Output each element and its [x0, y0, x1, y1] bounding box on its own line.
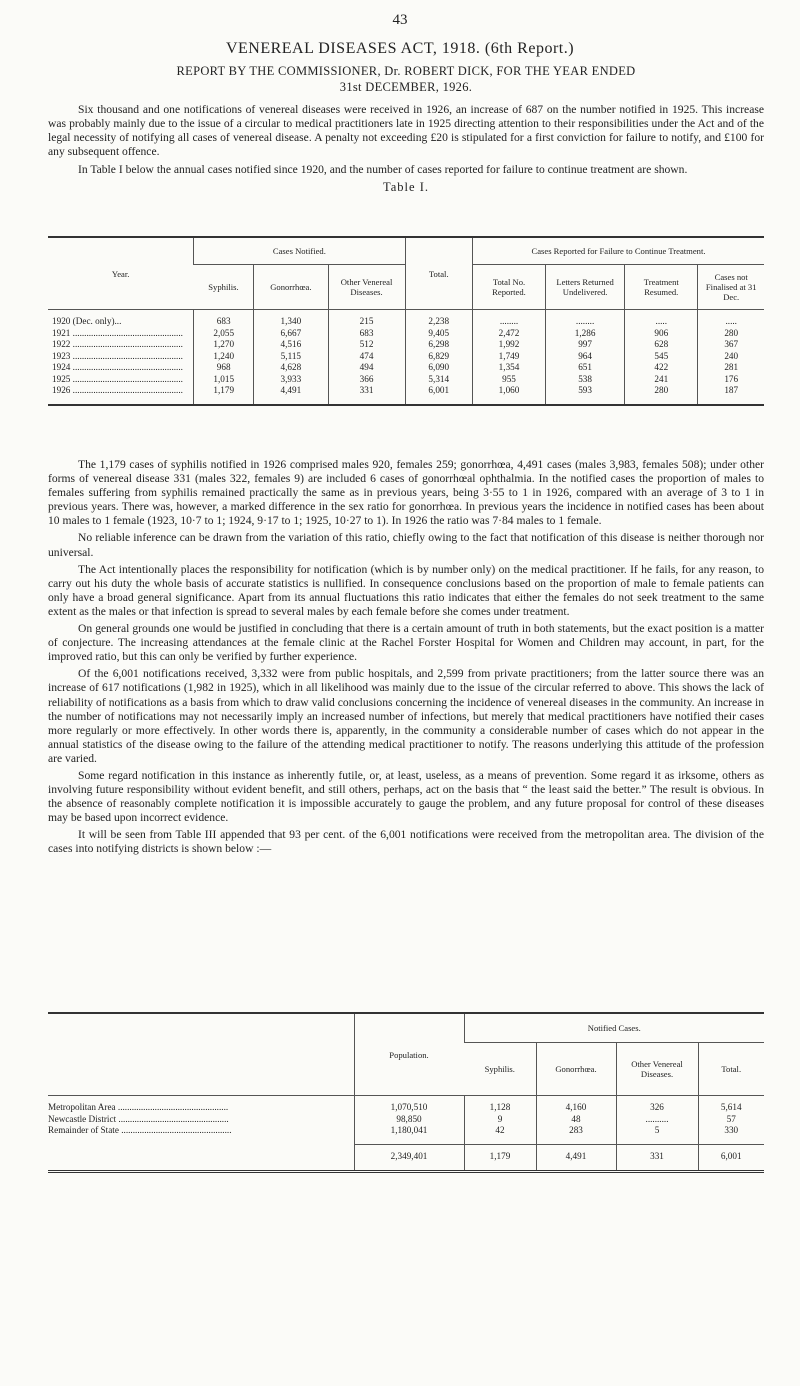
- other-cell: 366: [328, 374, 405, 386]
- syphilis-cell: 968: [194, 362, 254, 374]
- syphilis-cell: 9: [464, 1114, 536, 1126]
- resumed-cell: 241: [625, 374, 698, 386]
- resumed-cell: 280: [625, 385, 698, 405]
- letters-cell: 593: [546, 385, 625, 405]
- year-cell: 1925 .....: [48, 374, 194, 386]
- not-finalised-cell: 240: [698, 351, 764, 363]
- syphilis-cell: 1,128: [464, 1096, 536, 1114]
- col-not-finalised-header: Cases not Finalised at 31 Dec.: [698, 265, 764, 310]
- table-row: [48, 362, 764, 374]
- total-cell: 5,314: [405, 374, 472, 386]
- intro-paragraph: Six thousand and one notifications of venereal diseases were received in 1926, an increase of 687 on the number notified in 1925. This increase was probably mainly due to the issue of a circular to medical practitioners late in 1925 directing attention to their responsibilities under the Act and of the legal necessity of notifying all cases of venereal disease. A penalty not exceeding £20 is stipulated for a first conviction for failure to notify, and £100 for any subsequent offence.: [48, 103, 764, 159]
- grand-total-cell: 6,001: [698, 1144, 764, 1172]
- resumed-cell: 628: [625, 339, 698, 351]
- letters-cell: 651: [546, 362, 625, 374]
- cases-reported-header: Cases Reported for Failure to Continue Treatment.: [472, 237, 764, 265]
- intro-section: [48, 103, 764, 195]
- reported-cell: 955: [472, 374, 545, 386]
- gonorrhoea-cell: 4,160: [536, 1096, 616, 1114]
- total-cell: 330: [698, 1125, 764, 1144]
- total-cell: 6,001: [405, 385, 472, 405]
- gonorrhoea-cell: 4,491: [254, 385, 328, 405]
- body-paragraph: Some regard notification in this instance as inherently futile, or, at least, useless, as a means of prevention. Some regard it as irksome, others as involving future responsibility without evident benefit, and still others, perhaps, act on the basis that “ the least said the better.” The result is obvious. In the absence of reasonably complete notification it is impossible accurately to gauge the problem, and any future proposal for control of these diseases may be based upon incorrect evidence.: [48, 768, 764, 825]
- total-cell: 5,614: [698, 1096, 764, 1114]
- table-row: [48, 351, 764, 363]
- resumed-cell: 906: [625, 328, 698, 340]
- table-row: [48, 1125, 764, 1144]
- table1: [48, 236, 764, 406]
- report-subtitle: [48, 63, 764, 95]
- year-cell: 1926 .....: [48, 385, 194, 405]
- totals-row: [48, 1144, 764, 1172]
- other-cell: ..........: [616, 1114, 698, 1126]
- col-syphilis-header: Syphilis.: [194, 265, 254, 310]
- not-finalised-cell: .....: [698, 310, 764, 328]
- col-population-header: Population.: [354, 1013, 464, 1096]
- letters-cell: 964: [546, 351, 625, 363]
- population-cell: 1,070,510: [354, 1096, 464, 1114]
- total-cell: 2,238: [405, 310, 472, 328]
- year-cell: 1922 .....: [48, 339, 194, 351]
- col-other-header: Other Venereal Diseases.: [616, 1043, 698, 1096]
- table3: [48, 1012, 764, 1173]
- col-letters-header: Letters Returned Undelivered.: [546, 265, 625, 310]
- not-finalised-cell: 187: [698, 385, 764, 405]
- other-cell: 326: [616, 1096, 698, 1114]
- body-paragraph: The 1,179 cases of syphilis notified in 1926 comprised males 920, females 259; gonorrhœa, 4,491 cases (males 3,983, females 508); under other forms of venereal disease 331 (males 322, females 9) are included 6 cases of gonorrhœal ophthalmia. In the notified cases the proportion of males to females suffering from syphilis remained practically the same as in previous years, being 3·55 to 1 in 1926, compared with an average of 3 to 1 in previous years. There was, however, a marked difference in the sex ratio for gonorrhœa. In previous years the incidence in notified cases has been about 10 males to 1 female (1923, 10·7 to 1; 1924, 9·17 to 1; 1925, 10·27 to 1). In 1926 the ratio was 7·84 males to 1 female.: [48, 458, 764, 528]
- col-gonorrhoea-header: Gonorrhœa.: [254, 265, 328, 310]
- not-finalised-cell: 281: [698, 362, 764, 374]
- area-cell: Remainder of State .....: [48, 1125, 354, 1144]
- table-row: [48, 385, 764, 405]
- table-row: [48, 1096, 764, 1114]
- col-syphilis-header: Syphilis.: [464, 1043, 536, 1096]
- area-cell: Newcastle District .....: [48, 1114, 354, 1126]
- area-cell: Metropolitan Area .....: [48, 1096, 354, 1114]
- gonorrhoea-cell: 283: [536, 1125, 616, 1144]
- letters-cell: 538: [546, 374, 625, 386]
- body-paragraph: On general grounds one would be justified in concluding that there is a certain amount of truth in both statements, but the exact position is a matter of conjecture. The increasing attendances at the female clinic at the Rachel Forster Hospital for Women and Children may account, in part, for the improved ratio, but this can only be verified by further experience.: [48, 622, 764, 664]
- other-cell: 683: [328, 328, 405, 340]
- body-paragraph: Of the 6,001 notifications received, 3,332 were from public hospitals, and 2,599 from private practitioners; from the latter source there was an increase of 617 notifications (1,982 in 1925), which in all likelihood was mainly due to the issue of the circular referred to above. This shows the lack of reliability of notifications as a basis from which to draw valid conclusions concerning the incidence of venereal diseases in the community. An increase in the number of notifications may not necessarily imply an increased number of infections, but merely that medical practitioners have notified their cases more regularly or more effectively. In other words there is, apparently, in the community a considerable number of cases which do not appear in the annual statistics of the disease owing to the failure of the attending medical practitioner to notify. The reasons underlying this attitude of the profession are varied.: [48, 667, 764, 765]
- gonorrhoea-cell: 1,340: [254, 310, 328, 328]
- resumed-cell: .....: [625, 310, 698, 328]
- total-cell: 9,405: [405, 328, 472, 340]
- table-row: [48, 310, 764, 328]
- gonorrhoea-cell: 3,933: [254, 374, 328, 386]
- not-finalised-cell: 176: [698, 374, 764, 386]
- col-year-header: Year.: [48, 237, 194, 310]
- table1-caption: Table I.: [383, 180, 429, 195]
- population-cell: 1,180,041: [354, 1125, 464, 1144]
- total-cell: 6,829: [405, 351, 472, 363]
- report-title: VENEREAL DISEASES ACT, 1918. (6th Report.): [225, 40, 575, 57]
- population-total-cell: 2,349,401: [354, 1144, 464, 1172]
- col-gonorrhoea-header: Gonorrhœa.: [536, 1043, 616, 1096]
- syphilis-cell: 683: [194, 310, 254, 328]
- body-section: [48, 458, 764, 857]
- gonorrhoea-cell: 6,667: [254, 328, 328, 340]
- year-cell: 1920 (Dec. only)...: [52, 316, 122, 326]
- letters-cell: ........: [546, 310, 625, 328]
- gonorrhoea-cell: 4,516: [254, 339, 328, 351]
- area-header-blank: [48, 1013, 354, 1096]
- gonorrhoea-total-cell: 4,491: [536, 1144, 616, 1172]
- resumed-cell: 545: [625, 351, 698, 363]
- gonorrhoea-cell: 4,628: [254, 362, 328, 374]
- body-paragraph: No reliable inference can be drawn from the variation of this ratio, chiefly owing to the fact that notification of this disease is neither thorough nor universal.: [48, 531, 764, 559]
- subtitle-line-2: 31st DECEMBER, 1926.: [339, 80, 473, 94]
- other-total-cell: 331: [616, 1144, 698, 1172]
- syphilis-cell: 1,240: [194, 351, 254, 363]
- other-cell: 474: [328, 351, 405, 363]
- reported-cell: 1,354: [472, 362, 545, 374]
- total-cell: 6,298: [405, 339, 472, 351]
- reported-cell: 2,472: [472, 328, 545, 340]
- population-cell: 98,850: [354, 1114, 464, 1126]
- body-paragraph: The Act intentionally places the responsibility for notification (which is by number only) on the medical practitioner. If he fails, for any reason, to carry out his duty the whole basis of accurate statistics is nullified. In consequence conclusions based on the proportion of male to female patients can only have a broad general significance. Apart from its annual fluctuations this ratio indicates that either the females do not seek treatment to the same extent as the males or that infection is spread to several males by each female before she comes under treatment.: [48, 562, 764, 618]
- other-cell: 512: [328, 339, 405, 351]
- table3-container: [48, 1012, 764, 1173]
- total-cell: 57: [698, 1114, 764, 1126]
- body-paragraph: It will be seen from Table III appended that 93 per cent. of the 6,001 notifications were received from the metropolitan area. The division of the cases into notifying districts is shown below :—: [48, 828, 764, 856]
- totals-label-blank: [48, 1144, 354, 1172]
- letters-cell: 997: [546, 339, 625, 351]
- other-cell: 494: [328, 362, 405, 374]
- syphilis-cell: 42: [464, 1125, 536, 1144]
- col-total-reported-header: Total No. Reported.: [472, 265, 545, 310]
- not-finalised-cell: 367: [698, 339, 764, 351]
- table1-container: [48, 236, 764, 406]
- reported-cell: ........: [472, 310, 545, 328]
- table-row: [48, 339, 764, 351]
- other-cell: 331: [328, 385, 405, 405]
- total-cell: 6,090: [405, 362, 472, 374]
- col-resumed-header: Treatment Resumed.: [625, 265, 698, 310]
- other-cell: 215: [328, 310, 405, 328]
- syphilis-cell: 1,179: [194, 385, 254, 405]
- intro-paragraph: In Table I below the annual cases notified since 1920, and the number of cases reported for failure to continue treatment are shown.: [78, 163, 688, 177]
- gonorrhoea-cell: 5,115: [254, 351, 328, 363]
- reported-cell: 1,992: [472, 339, 545, 351]
- syphilis-cell: 2,055: [194, 328, 254, 340]
- reported-cell: 1,749: [472, 351, 545, 363]
- table-row: [48, 1114, 764, 1126]
- syphilis-cell: 1,015: [194, 374, 254, 386]
- notified-cases-header: Notified Cases.: [464, 1013, 764, 1043]
- not-finalised-cell: 280: [698, 328, 764, 340]
- table-row: [48, 328, 764, 340]
- year-cell: 1923 .....: [48, 351, 194, 363]
- year-cell: 1921 .....: [48, 328, 194, 340]
- letters-cell: 1,286: [546, 328, 625, 340]
- syphilis-total-cell: 1,179: [464, 1144, 536, 1172]
- col-other-header: Other Venereal Diseases.: [328, 265, 405, 310]
- gonorrhoea-cell: 48: [536, 1114, 616, 1126]
- table-row: [48, 374, 764, 386]
- cases-notified-header: Cases Notified.: [194, 237, 405, 265]
- syphilis-cell: 1,270: [194, 339, 254, 351]
- col-total-header: Total.: [405, 237, 472, 310]
- year-cell: 1924 .....: [48, 362, 194, 374]
- other-cell: 5: [616, 1125, 698, 1144]
- col-total-header: Total.: [698, 1043, 764, 1096]
- resumed-cell: 422: [625, 362, 698, 374]
- reported-cell: 1,060: [472, 385, 545, 405]
- subtitle-line-1: REPORT BY THE COMMISSIONER, Dr. ROBERT DICK, FOR THE YEAR ENDED: [176, 64, 636, 78]
- page-number: 43: [392, 12, 408, 28]
